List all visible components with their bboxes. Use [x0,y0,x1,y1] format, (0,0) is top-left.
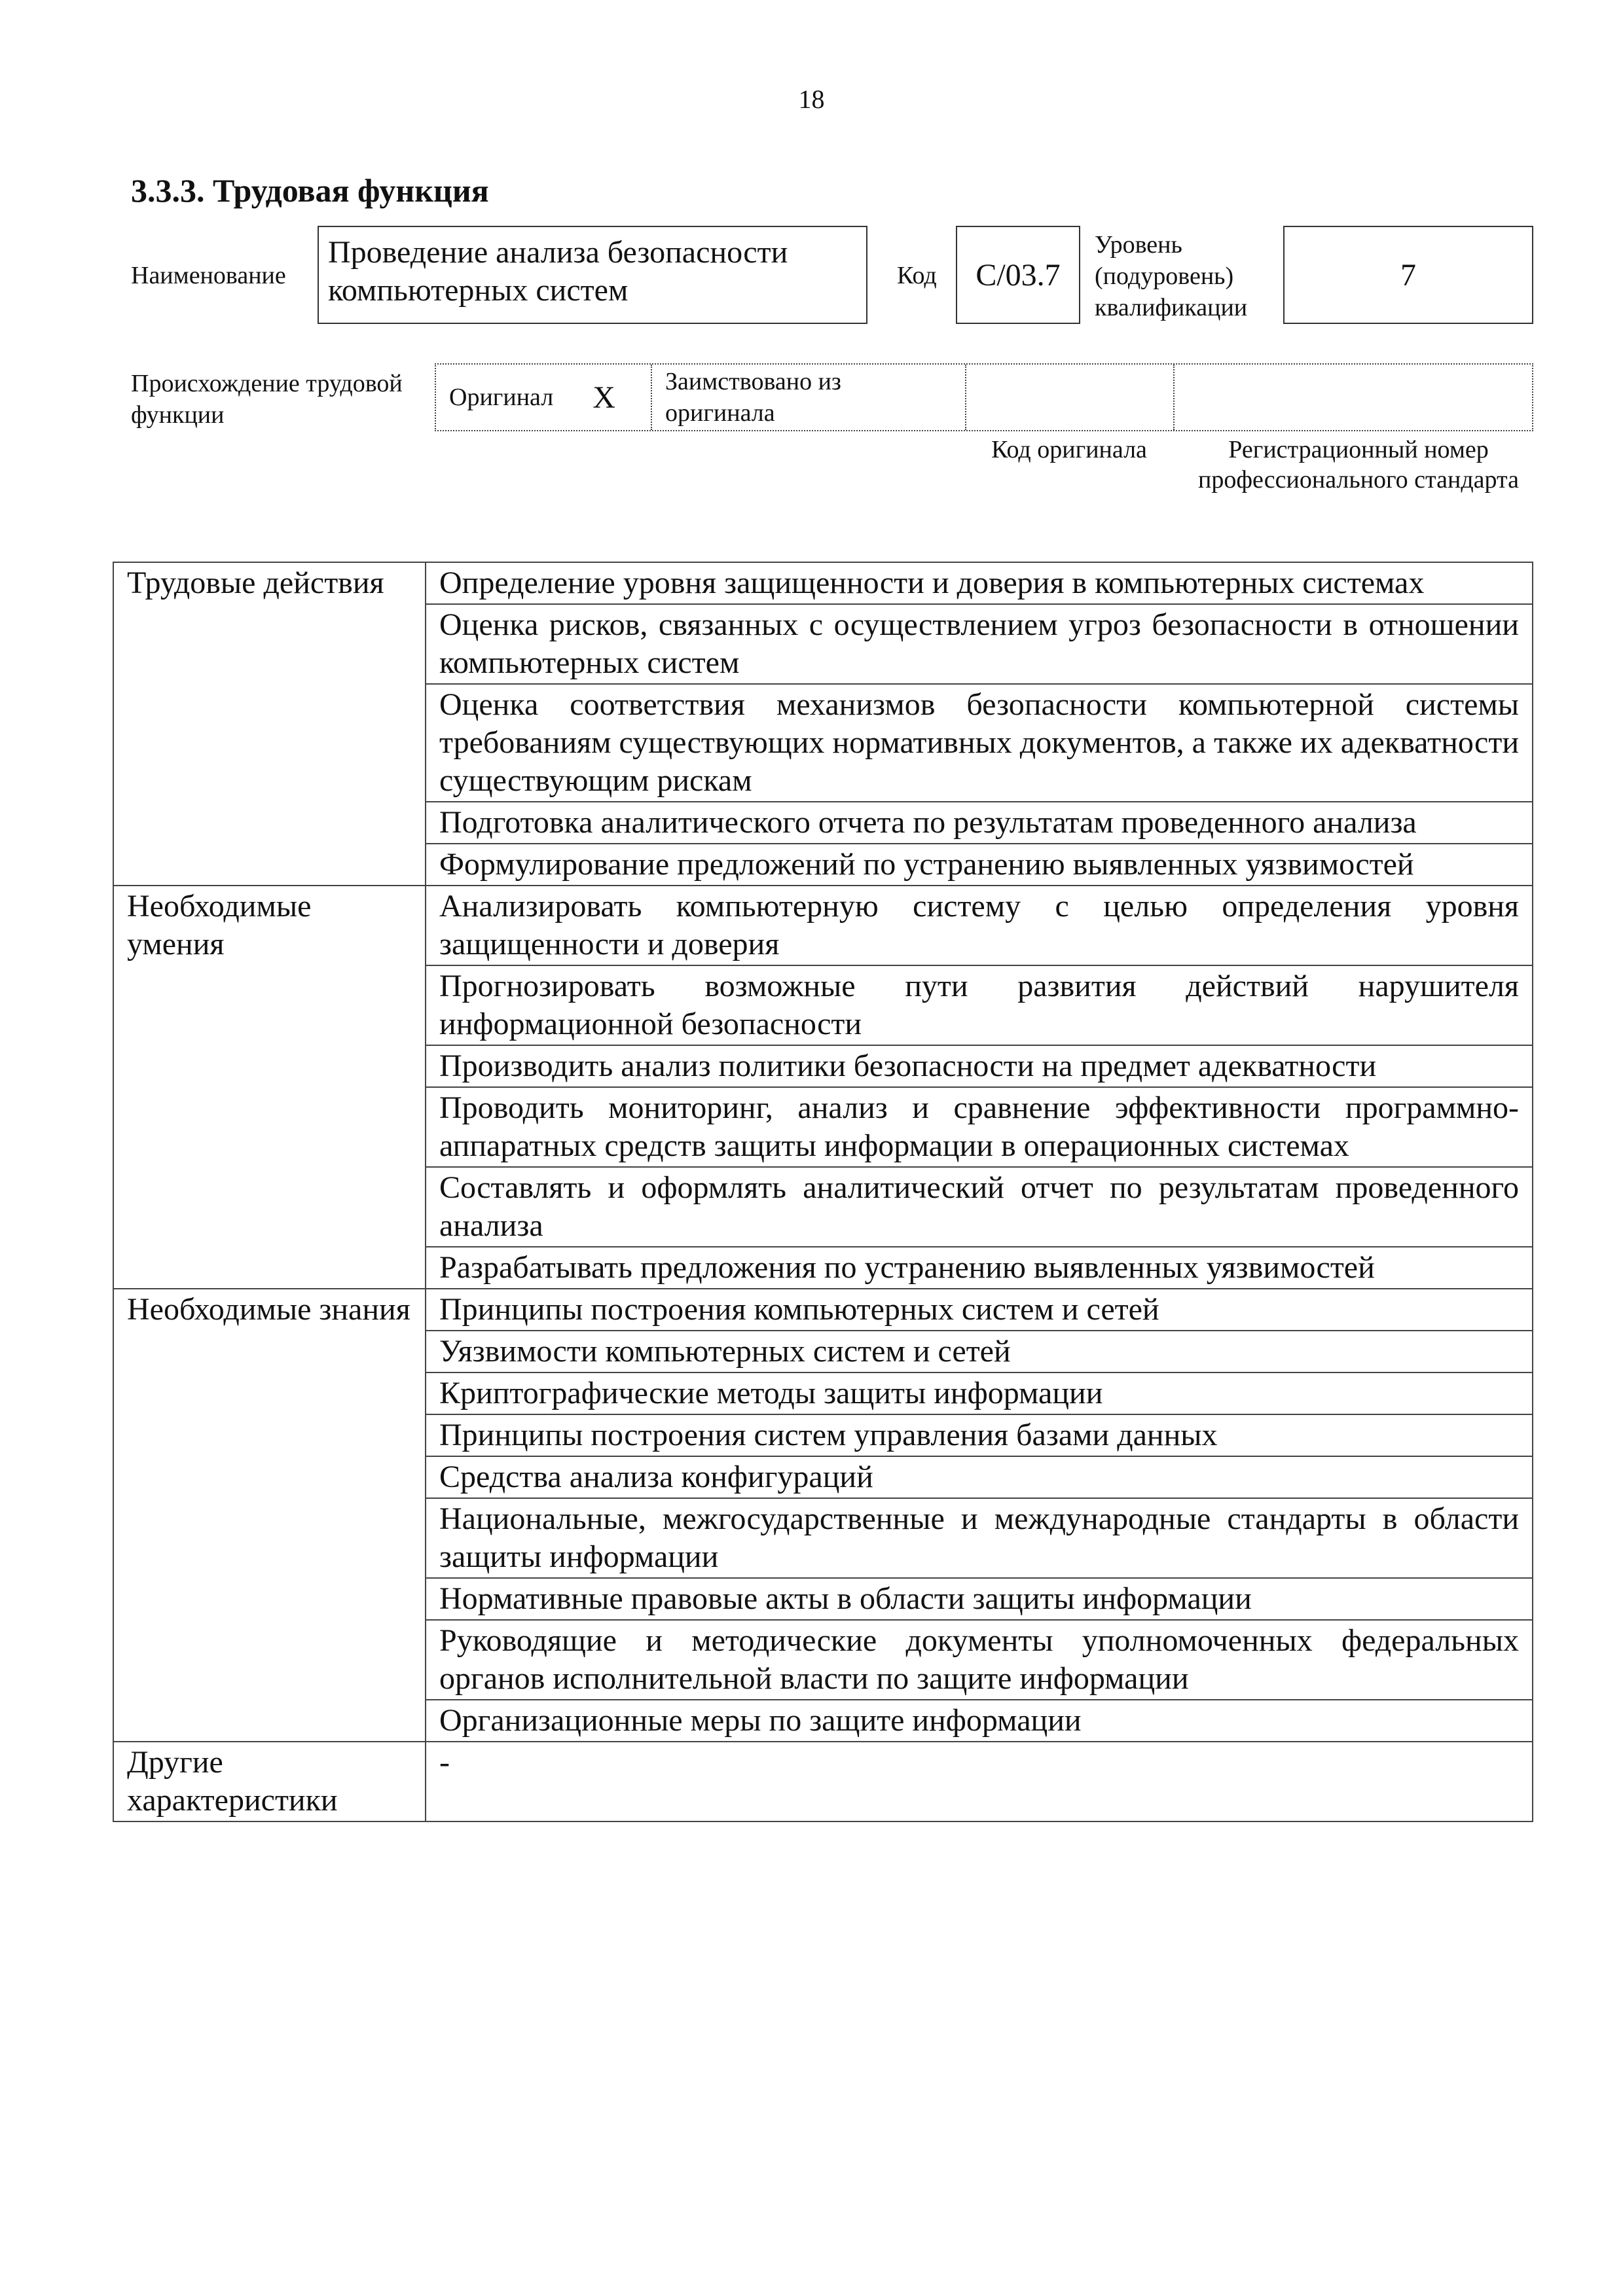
section-item: Составлять и оформлять аналитический отчет по результатам проведенного анализа [426,1167,1533,1247]
section-item: Оценка рисков, связанных с осуществлением угроз безопасности в отношении компьютерных систем [426,604,1533,684]
section-item: Подготовка аналитического отчета по результатам проведенного анализа [426,802,1533,844]
section-item: Нормативные правовые акты в области защиты информации [426,1578,1533,1620]
section-item: Криптографические методы защиты информации [426,1372,1533,1414]
table-row [113,1742,1533,1821]
section-item: Организационные меры по защите информации [426,1700,1533,1742]
section-item: Анализировать компьютерную систему с целью определения уровня защищенности и доверия [426,886,1533,965]
section-item: Национальные, межгосударственные и международные стандарты в области защиты информации [426,1498,1533,1578]
level-label: Уровень (подуровень) квалификации [1095,231,1248,321]
section-item: Принципы построения компьютерных систем и сетей [426,1289,1533,1331]
section-item: Уязвимости компьютерных систем и сетей [426,1331,1533,1372]
borrowed-label: Заимствовано из оригинала [652,365,966,430]
section-item: Принципы построения систем управления базами данных [426,1414,1533,1456]
section-item: Проводить мониторинг, анализ и сравнение эффективности программно-аппаратных средств защиты информации в операционных системах [426,1087,1533,1167]
reg-number-cell [1175,365,1532,430]
section-item: Руководящие и методические документы уполномоченных федеральных органов исполнительной власти по защите информации [426,1620,1533,1700]
original-mark: X [593,380,615,415]
section-heading: Необходимые знания [113,1289,426,1742]
table-row [113,886,1533,965]
code-label: Код [897,262,937,289]
function-name-box: Проведение анализа безопасности компьютерных систем [318,226,867,324]
table-row [113,1289,1533,1331]
original-code-cell [966,365,1175,430]
section-item: Разрабатывать предложения по устранению выявленных уязвимостей [426,1247,1533,1289]
section-heading: Трудовые действия [113,562,426,886]
function-code-box: С/03.7 [956,226,1080,324]
section-item: Оценка соответствия механизмов безопасности компьютерной системы требованиям существующих нормативных документов, а также их адекватности существующим рискам [426,684,1533,802]
section-heading: Необходимые умения [113,886,426,1289]
section-item: Производить анализ политики безопасности на предмет адекватности [426,1045,1533,1087]
original-label: Оригинал [449,384,554,411]
origin-table [435,363,1533,431]
section-item: Формулирование предложений по устранению выявленных уязвимостей [426,844,1533,886]
section-title: 3.3.3. Трудовая функция [131,172,489,209]
original-code-caption: Код оригинала [991,436,1147,463]
section-item: - [426,1742,1533,1821]
section-item: Средства анализа конфигураций [426,1456,1533,1498]
name-label: Наименование [131,262,286,289]
page-number: 18 [798,84,825,114]
origin-label: Происхождение трудовой функции [131,370,403,429]
function-details-table [113,562,1533,1822]
qualification-level-box: 7 [1283,226,1533,324]
table-row [113,562,1533,604]
section-item: Прогнозировать возможные пути развития действий нарушителя информационной безопасности [426,965,1533,1045]
section-item: Определение уровня защищенности и доверия в компьютерных системах [426,562,1533,604]
reg-number-caption: Регистрационный номер профессионального стандарта [1198,436,1519,493]
section-heading: Другие характеристики [113,1742,426,1821]
